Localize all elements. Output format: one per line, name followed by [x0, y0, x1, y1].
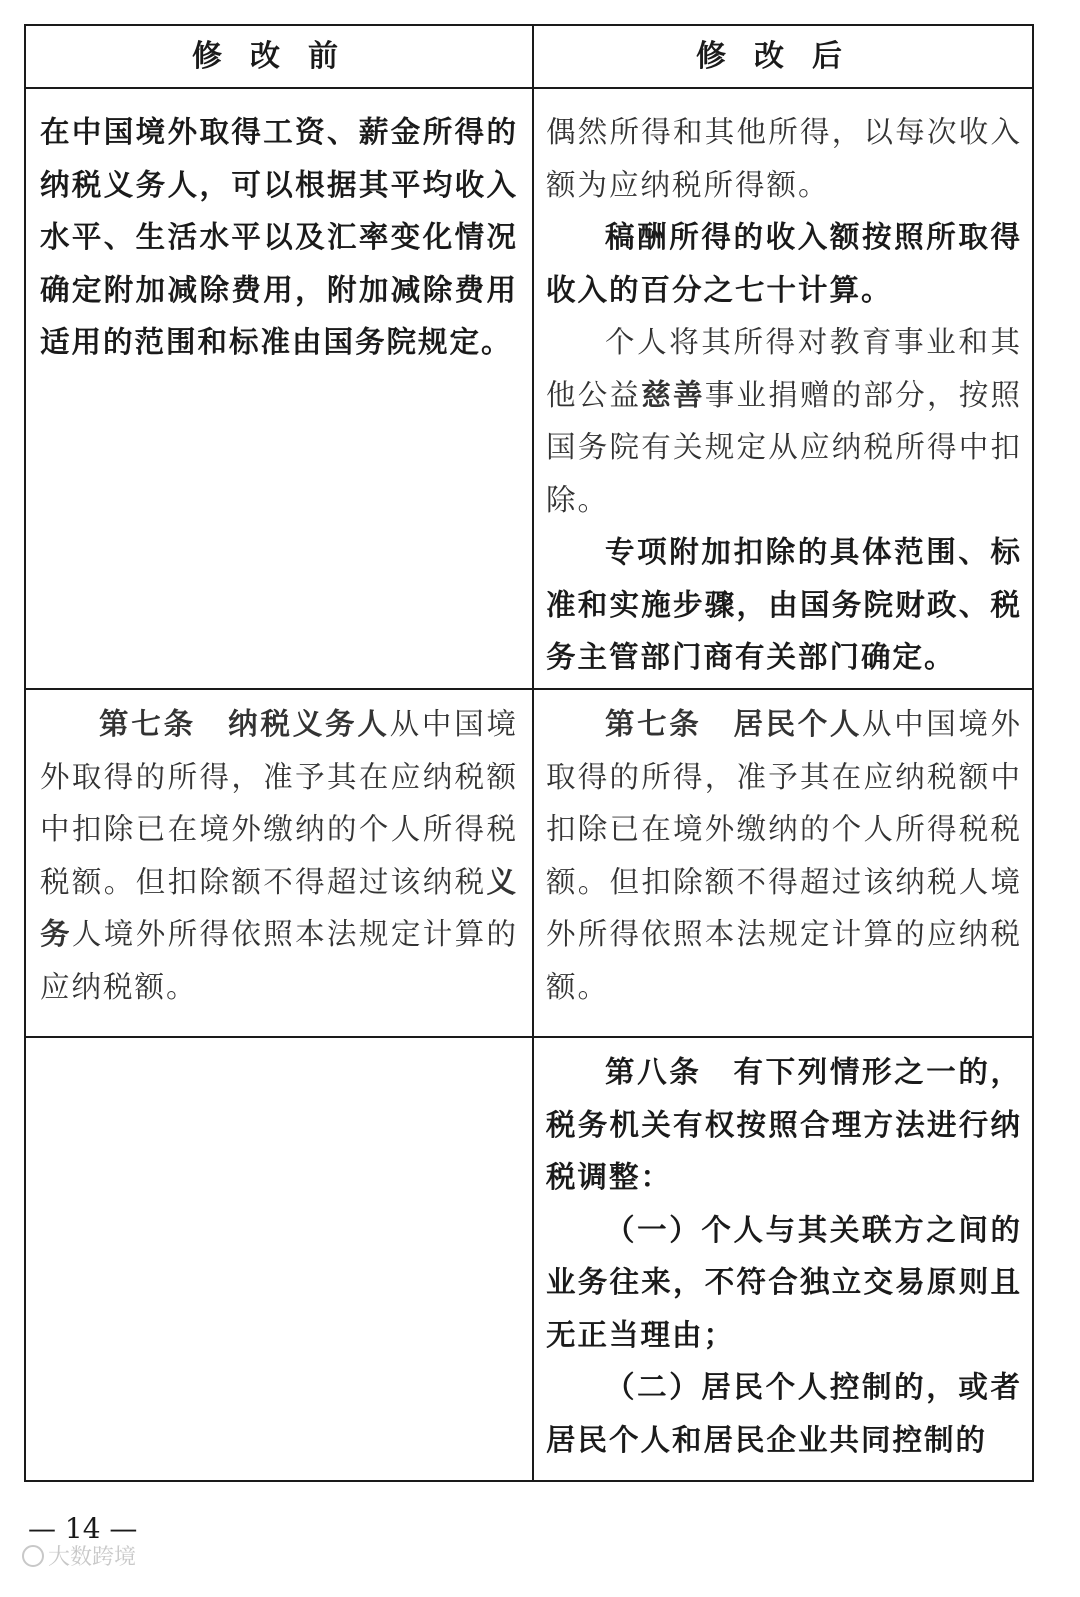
row3-after-para1: 第八条 有下列情形之一的，税务机关有权按照合理方法进行纳税调整： [546, 1055, 1022, 1194]
watermark [22, 1540, 136, 1571]
column-divider [532, 26, 534, 1480]
row2-before-text [40, 698, 518, 1013]
row-divider-1 [26, 688, 1032, 690]
row3-after-para3: （二）居民个人控制的，或者居民个人和居民企业共同控制的 [546, 1370, 1022, 1457]
row2-after-bold: 第七条 居民个人 [605, 707, 862, 741]
row1-after-para1: 偶然所得和其他所得，以每次收入额为应纳税所得额。 [546, 115, 1022, 202]
watermark-text: 大数跨境 [48, 1545, 137, 1570]
header-after: 修改后 [696, 39, 870, 74]
row1-after-para3 [546, 316, 1022, 526]
row-divider-2 [26, 1036, 1032, 1038]
row1-after-para3-pre: 个人将其所得对教育事业和其他公益 [546, 325, 1022, 412]
row1-before-cell [40, 106, 518, 686]
page-number: — 14 — [28, 1512, 138, 1545]
row2-after-cell [546, 698, 1022, 1028]
row2-before-cell [40, 698, 518, 1028]
row1-after-cell [546, 106, 1022, 686]
row3-after-para2: （一）个人与其关联方之间的业务往来，不符合独立交易原则且无正当理由； [546, 1212, 1022, 1352]
row2-before-bold2: 义务 [40, 864, 518, 951]
watermark-logo-icon [22, 1545, 44, 1567]
row1-before-text: 在中国境外取得工资、薪金所得的纳税义务人，可以根据其平均收入水平、生活水平以及汇率变化情况确定附加减除费用，附加减除费用适用的范围和标准由国务院规定。 [40, 115, 518, 359]
comparison-table [24, 24, 1034, 1482]
row2-before-post2: 人境外所得依照本法规定计算的应纳税额。 [40, 917, 518, 1004]
row2-after-text [546, 698, 1022, 1013]
table-header [26, 26, 1032, 89]
row3-after-cell [546, 1046, 1022, 1476]
row3-before-cell [40, 1046, 518, 1476]
header-before: 修改前 [192, 39, 366, 74]
row1-after-para3-bold: 慈善 [641, 377, 705, 412]
row1-after-para4: 专项附加扣除的具体范围、标准和实施步骤，由国务院财政、税务主管部门商有关部门确定。 [546, 535, 1022, 674]
row2-before-bold: 第七条 纳税义务人 [99, 707, 390, 741]
row1-after-para3-post: 事业捐赠的部分，按照国务院有关规定从应纳税所得中扣除。 [546, 377, 1022, 517]
row2-before-post: 从中国境外取得的所得，准予其在应纳税额中扣除已在境外缴纳的个人所得税税额。但扣除额不得超过该纳税 [40, 707, 518, 899]
row2-after-post: 从中国境外取得的所得，准予其在应纳税额中扣除已在境外缴纳的个人所得税税额。但扣除额不得超过该纳税人境外所得依照本法规定计算的应纳税额。 [546, 707, 1022, 1004]
row1-after-para2: 稿酬所得的收入额按照所取得收入的百分之七十计算。 [546, 220, 1022, 307]
